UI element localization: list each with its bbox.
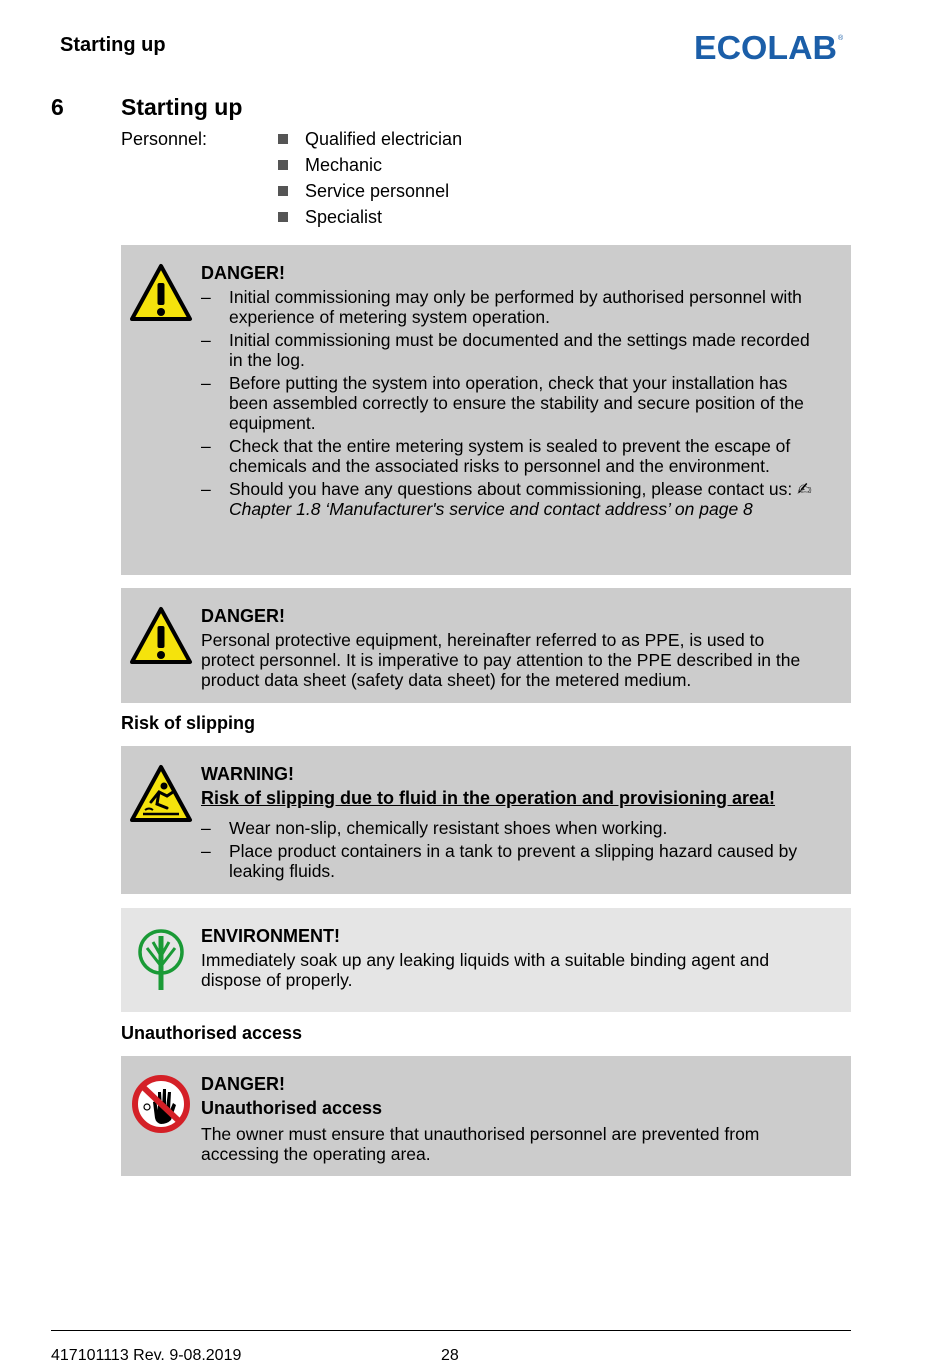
no-entry-hand-icon (129, 1074, 193, 1134)
danger-notice-commissioning (121, 245, 851, 575)
chapter-number: 6 (51, 94, 64, 120)
svg-text:ECOLAB: ECOLAB (694, 30, 837, 64)
danger-headline: Unauthorised access (201, 1098, 383, 1118)
bullet-square-icon (278, 212, 288, 222)
slip-hazard-icon (129, 764, 193, 824)
tree-icon (129, 926, 193, 992)
list-item: Qualified electrician (278, 129, 462, 155)
signal-word: DANGER! (201, 606, 285, 626)
signal-word: ENVIRONMENT! (201, 926, 340, 946)
section-heading-access: Unauthorised access (121, 1023, 303, 1043)
warning-triangle-icon (129, 263, 193, 323)
list-item: Service personnel (278, 181, 462, 207)
bullet-square-icon (278, 160, 288, 170)
ecolab-logo (694, 30, 844, 64)
section-heading-slipping: Risk of slipping (121, 713, 256, 733)
instruction-list (201, 287, 815, 519)
environment-notice (121, 908, 851, 1012)
list-item: – Wear non-slip, chemically resistant shoes when working. (201, 818, 668, 838)
list-item: – Initial commissioning may only be performed by authorised personnel with experience of metering system operation. (201, 287, 802, 327)
svg-text:®: ® (838, 35, 844, 42)
instruction-list (201, 818, 815, 881)
list-item: – Before putting the system into operation, check that your installation has been assembled correctly to ensure the stability and secure position of the equipment. (201, 373, 804, 433)
list-item: – Should you have any questions about commissioning, please contact us: ✍ Chapter 1.8 ‘Manufacturer's service and contact address’ on page 8 (201, 479, 812, 519)
list-item: – Check that the entire metering system is sealed to prevent the escape of chemicals and the associated risks to personnel and the environment. (201, 436, 791, 476)
danger-notice-ppe (121, 588, 851, 703)
list-item: Specialist (278, 207, 462, 233)
document-revision: 417101113 Rev. 9-08.2019 (51, 1347, 242, 1364)
personnel-list (278, 129, 462, 233)
danger-notice-access (121, 1056, 851, 1176)
bullet-square-icon (278, 134, 288, 144)
pointer-hand-icon: ✍ (797, 479, 812, 499)
personnel-label: Personnel: (121, 129, 208, 149)
list-item: Mechanic (278, 155, 462, 181)
list-item: – Place product containers in a tank to prevent a slipping hazard caused by leaking fluids. (201, 841, 798, 881)
signal-word: DANGER! (201, 1074, 285, 1094)
notice-text: Immediately soak up any leaking liquids with a suitable binding agent and dispose of properly. (201, 950, 770, 990)
signal-word: WARNING! (201, 764, 294, 784)
footer-divider (51, 1330, 851, 1331)
chapter-cross-reference-link[interactable]: ✍ Chapter 1.8 ‘Manufacturer's service and contact address’ on page 8 (229, 479, 812, 519)
chapter-title: Starting up (121, 94, 243, 120)
page-number: 28 (441, 1347, 459, 1364)
bullet-square-icon (278, 186, 288, 196)
warning-triangle-icon (129, 606, 193, 666)
signal-word: DANGER! (201, 263, 285, 283)
warning-notice-slipping (121, 746, 851, 894)
list-item: – Initial commissioning must be documented and the settings made recorded in the log. (201, 330, 810, 370)
warning-headline: Risk of slipping due to fluid in the operation and provisioning area! (201, 788, 776, 808)
running-header: Starting up (60, 34, 166, 56)
notice-text: The owner must ensure that unauthorised personnel are prevented from accessing the operating area. (201, 1124, 760, 1164)
notice-text: Personal protective equipment, hereinafter referred to as PPE, is used to protect personnel. It is imperative to pay attention to the PPE described in the product data sheet (safety data sheet) for the metered medium. (201, 630, 801, 690)
